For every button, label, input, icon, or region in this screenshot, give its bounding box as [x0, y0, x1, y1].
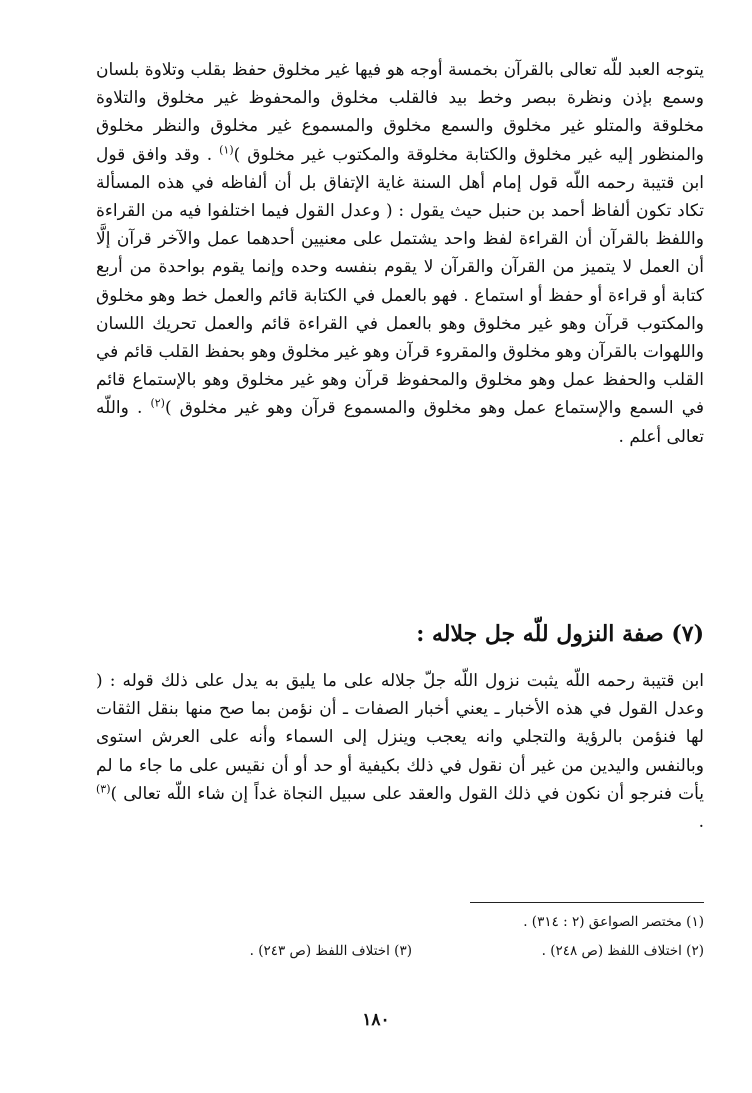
footnote-ref-2: (٢) — [150, 396, 165, 410]
body-paragraph-2 — [96, 667, 704, 836]
paragraph-1-text-end: . واللّه تعالى أعلم . — [96, 398, 704, 447]
footnote-1: (١) مختصر الصواعق (٢ : ٣١٤) . — [523, 914, 704, 930]
page-number: ١٨٠ — [362, 1010, 390, 1030]
paragraph-1-text-continued: . وقد وافق قول ابن قتيبة رحمه اللّه قول إمام أهل السنة غاية الإتفاق بل أن ألفاظه في هذه المسألة تكاد تكون ألفاظ أحمد بن حنبل حيث يقول : ( وعدل القول فيما اختلفوا فيه من القراءة واللفظ بالقرآن أن القراءة لفظ واحد يشتمل على معنيين أحدهما عمل والآخر قرآن إلَّا أن العمل لا يتميز من القرآن والقرآن لا يقوم بنفسه وحده وإنما يقوم بواحدة من أربع كتابة أو قراءة أو حفظ أو استماع . فهو بالعمل في الكتابة قائم والعمل خط وهو مخلوق والمكتوب قرآن وهو غير مخلوق وهو بالعمل في القراءة قائم والعمل تحريك اللسان واللهوات بالقرآن وهو مخلوق والمقروء قرآن وهو غير مخلوق وهو بحفظ القلب قائم في القلب والحفظ عمل وهو مخلوق والمحفوظ قرآن وهو غير مخلوق وهو بالإستماع قائم في السمع والإستماع عمل وهو مخلوق والمسموع قرآن وهو غير مخلوق ) — [96, 144, 704, 419]
footnote-3: (٣) اختلاف اللفظ (ص ٢٤٣) . — [249, 943, 412, 959]
body-paragraph-1 — [96, 56, 704, 451]
footnote-2: (٢) اختلاف اللفظ (ص ٢٤٨) . — [541, 943, 704, 959]
paragraph-2-text-end: . — [698, 812, 704, 833]
section-heading: (٧) صفة النزول للّه جل جلاله : — [416, 621, 704, 647]
paragraph-2-text: ابن قتيبة رحمه اللّه يثبت نزول اللّه جلّ جلاله على ما يليق به يدل على ذلك قوله : ( وعدل القول في هذه الأخبار ـ يعني أخبار الصفات ـ أن نؤمن بما صح منها بنقل الثقات لها فنؤمن بالرؤية والتجلي وانه يعجب وينزل إلى السماء وأنه على العرش استوى وبالنفس واليدين من غير أن نقول في ذلك بكيفية أو حد أو أن نقيس على ما جاء ما لم يأت فنرجو أن نكون في ذلك القول والعقد على سبيل النجاة غداً إن شاء اللّه تعالى ) — [96, 671, 704, 804]
footnote-ref-3: (٣) — [96, 782, 111, 796]
paragraph-1-text: يتوجه العبد للّه تعالى بالقرآن بخمسة أوجه هو فيها غير مخلوق حفظ بقلب وتلاوة بلسان وسمع بإذن ونظرة ببصر وخط بيد فالقلب مخلوق والمحفوظ غير مخلوق والتلاوة مخلوقة والمتلو غير مخلوق والسمع مخلوق والمسموع غير مخلوق والنظر مخلوق والمنظور إليه غير مخلوق والكتابة مخلوقة والمكتوب غير مخلوق ) — [96, 60, 705, 165]
footnote-divider — [470, 902, 704, 903]
footnote-ref-1: (١) — [219, 142, 234, 156]
